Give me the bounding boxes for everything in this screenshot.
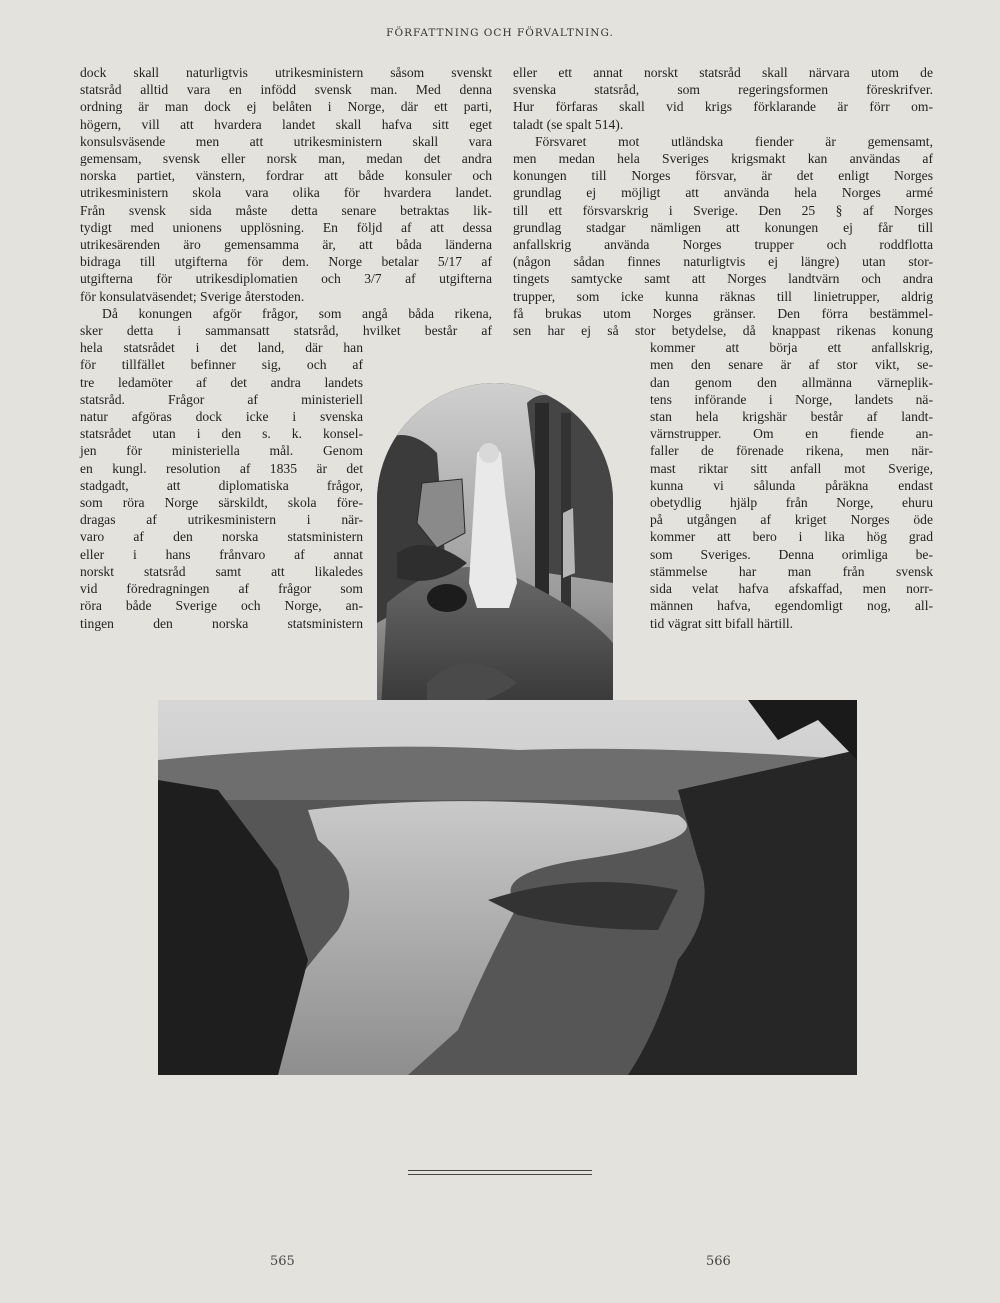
text-line: norska partiet, vänstern, fordrar att både konsuler och	[80, 168, 492, 184]
left-para-1	[80, 64, 492, 305]
photo-river-landscape	[158, 700, 857, 1075]
text-line: Då konungen afgör frågor, som angå båda rikena,	[102, 305, 492, 321]
text-line: högern, vill att hvardera landet skall hafva sitt eget	[80, 116, 492, 132]
text-line: natur afgöras dock icke i svenska	[80, 409, 363, 425]
text-line: Försvaret mot utländska fiender är gemensamt,	[535, 133, 933, 149]
text-line: taladt (se spalt 514).	[513, 116, 624, 132]
text-line: stan hela krigshär består af landt-	[650, 409, 933, 425]
text-line: tydigt med unionens upplösning. En följd af att dessa	[80, 219, 492, 235]
text-line: sen har ej så stor betydelse, då knappast rikenas konung	[513, 323, 933, 339]
rule-line-bottom	[408, 1174, 592, 1175]
running-header: FÖRFATTNING OCH FÖRVALTNING.	[386, 27, 614, 39]
text-line: konsulsväsende men att utrikesministern skall vara	[80, 133, 492, 149]
text-line: för konsulatväsendet; Sverige återstoden.	[80, 288, 305, 304]
text-line: gemensam, svensk eller norsk man, medan det andra	[80, 151, 492, 167]
text-line: som röra Norge särskildt, skola före-	[80, 495, 363, 511]
text-line: utrikesministern skola vara olika för hvardera landet.	[80, 185, 492, 201]
text-line: vid föredragningen af frågor som	[80, 581, 363, 597]
text-line: statsråd. Frågor af ministeriell	[80, 391, 363, 407]
text-line: på utgången af kriget Norges öde	[650, 512, 933, 528]
text-line: dock skall naturligtvis utrikesministern såsom svenskt	[80, 65, 492, 80]
text-line: dan genom den allmänna värneplik-	[650, 374, 933, 390]
text-line: grundlag stadgar nämligen att konungen ej får till	[513, 219, 933, 235]
text-line: stadgadt, att diplomatiska frågor,	[80, 477, 363, 493]
text-line: kommer att bero i lika hög grad	[650, 529, 933, 545]
text-line: stämmelse har man från svensk	[650, 563, 933, 579]
text-line: men medan hela Sveriges krigsmakt kan användas af	[513, 151, 933, 167]
text-line: tid vägrat sitt bifall härtill.	[650, 615, 794, 631]
text-line: obetydlig hjälp från Norge, ehuru	[650, 495, 933, 511]
text-line: eller ett annat norskt statsråd skall närvara utom de	[513, 65, 933, 80]
text-line: hela statsrådet i det land, där han	[80, 340, 363, 356]
text-line: konungen till Norges försvar, är det enligt Norges	[513, 168, 933, 184]
text-line: tens införande i Norge, landets nä-	[650, 391, 933, 407]
right-para-2-narrow	[650, 339, 933, 631]
text-line: sker detta i sammansatt statsråd, hvilket består af	[80, 323, 492, 339]
text-line: dragas af utrikesministern i när-	[80, 512, 363, 528]
text-line: faller de förenade rikena, men när-	[650, 443, 933, 459]
text-line: (någon sådan finnes naturligtvis ej längre) utan stor-	[513, 254, 933, 270]
text-line: anfallskrig använda Norges trupper och roddflotta	[513, 237, 933, 253]
text-line: kommer att börja ett anfallskrig,	[650, 340, 933, 356]
text-line: få brukas utom Norges gränser. Den förra bestämmel-	[513, 305, 933, 321]
text-line: statsråd alltid vara en infödd svensk man. Med denna	[80, 82, 492, 98]
text-line: som Sveriges. Denna orimliga be-	[650, 546, 933, 562]
text-line: varo af den norska statsministern	[80, 529, 363, 545]
text-line: Hur förfaras skall vid krigs förklarande är förr om-	[513, 99, 933, 115]
text-line: röra både Sverige och Norge, an-	[80, 598, 363, 614]
text-line: sida velat hafva afskaffad, men norr-	[650, 581, 933, 597]
text-line: grundlag ej möjligt att använda hela Norges armé	[513, 185, 933, 201]
text-line: men den senare är af stor vikt, se-	[650, 357, 933, 373]
text-line: utgifterna för utrikesdiplomatien och 3/7 af utgifterna	[80, 271, 492, 287]
text-line: norskt statsråd samt att likaledes	[80, 563, 363, 579]
text-line: männen hafva, egendomligt nog, all-	[650, 598, 933, 614]
text-line: eller i hans frånvaro af annat	[80, 546, 363, 562]
page-number-right: 566	[706, 1254, 731, 1269]
text-line: en kungl. resolution af 1835 är det	[80, 460, 363, 476]
text-line: tingen den norska statsministern	[80, 615, 363, 631]
text-line: tingets samtycke samt att Norges landtvärn och andra	[513, 271, 933, 287]
rule-line-top	[408, 1170, 592, 1171]
text-line: Från svensk sida måste detta senare betraktas lik-	[80, 202, 492, 218]
text-line: svenska statsråd, som regeringsformen föreskrifver.	[513, 82, 933, 98]
text-line: statsrådet utan i den s. k. konsel-	[80, 426, 363, 442]
page-number-left: 565	[270, 1254, 295, 1269]
text-line: till ett försvarskrig i Sverige. Den 25 § af Norges	[513, 202, 933, 218]
text-line: ordning är man dock ej belåten i Norge, där ett parti,	[80, 99, 492, 115]
text-line: utrikesärenden äro gemensamma är, att båda länderna	[80, 237, 492, 253]
text-line: värnstrupper. Om en fiende an-	[650, 426, 933, 442]
text-line: jen för ministeriella mål. Genom	[80, 443, 363, 459]
text-line: bidraga till utgifterna för dem. Norge betalar 5/17 af	[80, 254, 492, 270]
text-line: för tillfället befinner sig, och af	[80, 357, 363, 373]
text-line: mast riktar sitt anfall mot Sverige,	[650, 460, 933, 476]
text-line: kunna vi sålunda påräkna endast	[650, 477, 933, 493]
text-line: tre ledamöter af det andra landets	[80, 374, 363, 390]
right-para-1	[513, 64, 933, 133]
text-line: trupper, som icke kunna räknas till linietrupper, aldrig	[513, 288, 933, 304]
